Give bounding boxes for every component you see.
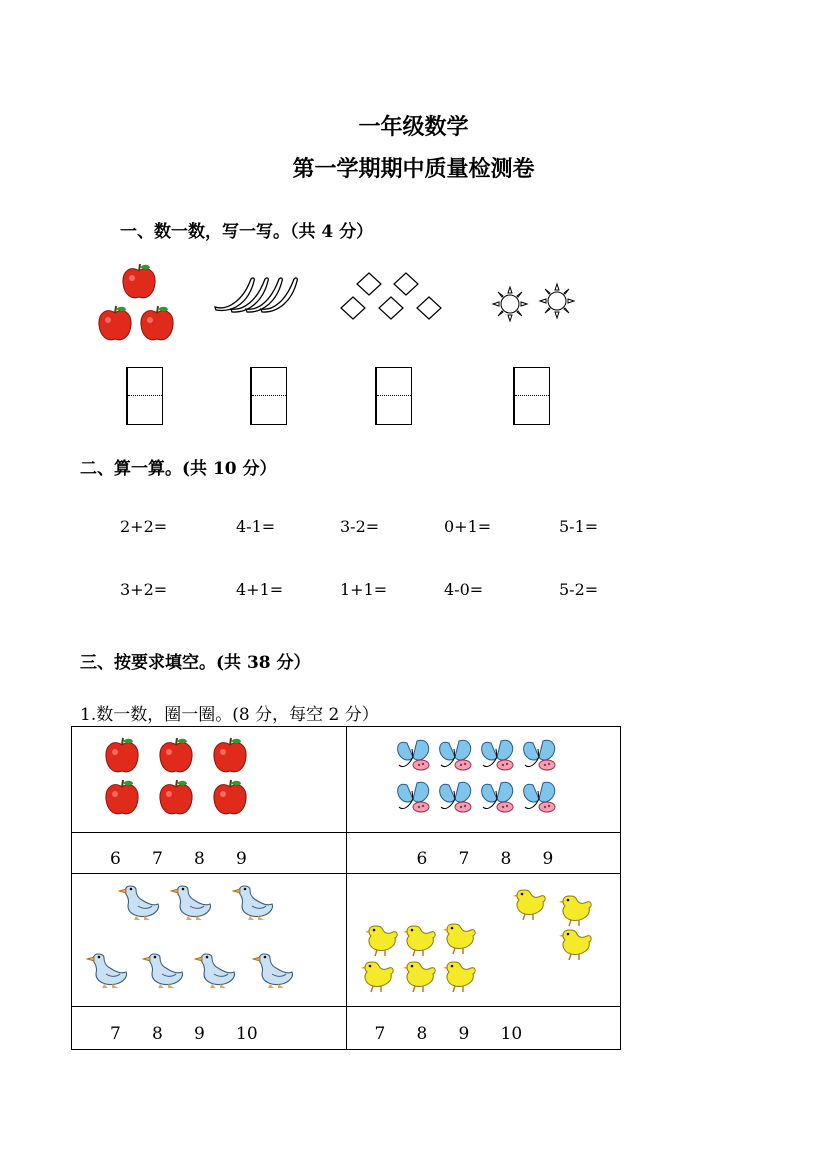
answer-box-bananas[interactable] [250, 367, 287, 425]
chick-icon [443, 924, 475, 954]
diamond-icon [393, 272, 419, 296]
question-1-label: 1.数一数，圈一圈。(8 分，每空 2 分） [80, 705, 379, 725]
equation: 4-1= [236, 517, 276, 536]
equation: 0+1= [444, 517, 492, 536]
diamond-icon [378, 296, 404, 320]
count-option[interactable]: 9 [542, 849, 554, 869]
apple-icon [160, 780, 192, 814]
chick-icon [559, 930, 591, 960]
chick-icon [559, 896, 591, 926]
section1-heading: 一、数一数，写一写。（共 4 分） [120, 222, 374, 242]
count-option[interactable]: 6 [416, 849, 428, 869]
equation: 1+1= [340, 580, 388, 599]
duck-icon [253, 954, 293, 988]
count-option[interactable]: 9 [236, 849, 247, 869]
chick-icon [513, 890, 545, 920]
apple-icon [139, 305, 175, 343]
picture-cell-butterflies [346, 727, 621, 833]
diamond-icon [416, 296, 442, 320]
doc-subtitle: 第一学期期中质量检测卷 [292, 156, 535, 182]
count-option[interactable]: 7 [110, 1024, 121, 1044]
count-option[interactable]: 8 [500, 849, 512, 869]
count-option[interactable]: 8 [194, 849, 205, 869]
options-cell-ducks [72, 1007, 347, 1050]
doc-title: 一年级数学 [358, 114, 469, 140]
chick-icon [361, 962, 393, 992]
count-option[interactable]: 8 [152, 1024, 163, 1044]
apple-icon [214, 780, 246, 814]
section2-heading: 二、算一算。(共 10 分） [80, 459, 277, 479]
equation: 4+1= [236, 580, 284, 599]
butterfly-icon [439, 782, 470, 812]
equation: 5-1= [559, 517, 599, 536]
duck-icon [233, 886, 273, 920]
picture-cell-chicks [346, 874, 621, 1007]
picture-cell-ducks [72, 874, 347, 1007]
equation: 3+2= [120, 580, 168, 599]
answer-box-diamonds[interactable] [375, 367, 412, 425]
apple-icon [214, 738, 246, 772]
equation: 5-2= [559, 580, 599, 599]
duck-icon [171, 886, 211, 920]
counting-table [71, 726, 621, 1050]
chick-icon [365, 926, 397, 956]
options-cell-apples [72, 833, 347, 874]
equation: 2+2= [120, 517, 168, 536]
equation: 3-2= [340, 517, 380, 536]
count-option[interactable]: 9 [194, 1024, 205, 1044]
apple-icon [97, 305, 133, 343]
count-option[interactable]: 7 [374, 1024, 386, 1044]
duck-icon [119, 886, 159, 920]
duck-icon [143, 954, 183, 988]
sun-icon [491, 285, 529, 323]
count-option[interactable]: 9 [458, 1024, 470, 1044]
chick-icon [443, 962, 475, 992]
butterfly-icon [523, 782, 554, 812]
butterfly-icon [481, 740, 512, 770]
count-option[interactable]: 7 [152, 849, 163, 869]
chick-icon [403, 926, 435, 956]
apple-icon [121, 263, 157, 301]
apple-icon [106, 780, 138, 814]
chick-icon [403, 962, 435, 992]
butterfly-icon [397, 740, 428, 770]
butterfly-icon [439, 740, 470, 770]
diamond-icon [340, 296, 366, 320]
apple-icon [106, 738, 138, 772]
duck-icon [87, 954, 127, 988]
butterfly-icon [481, 782, 512, 812]
options-cell-butterflies [346, 833, 621, 874]
picture-cell-apples [72, 727, 347, 833]
duck-icon [195, 954, 235, 988]
butterfly-icon [523, 740, 554, 770]
banana-icon [213, 275, 303, 315]
answer-box-apples[interactable] [126, 367, 163, 425]
apple-icon [160, 738, 192, 772]
butterfly-icon [397, 782, 428, 812]
count-option[interactable]: 6 [110, 849, 121, 869]
equation: 4-0= [444, 580, 484, 599]
diamond-icon [356, 272, 382, 296]
count-option[interactable]: 7 [458, 849, 470, 869]
options-cell-chicks [346, 1007, 621, 1050]
count-option[interactable]: 10 [500, 1024, 523, 1044]
answer-box-suns[interactable] [513, 367, 550, 425]
sun-icon [538, 282, 576, 320]
count-option[interactable]: 10 [236, 1024, 258, 1044]
count-option[interactable]: 8 [416, 1024, 428, 1044]
section3-heading: 三、按要求填空。(共 38 分） [80, 653, 311, 673]
